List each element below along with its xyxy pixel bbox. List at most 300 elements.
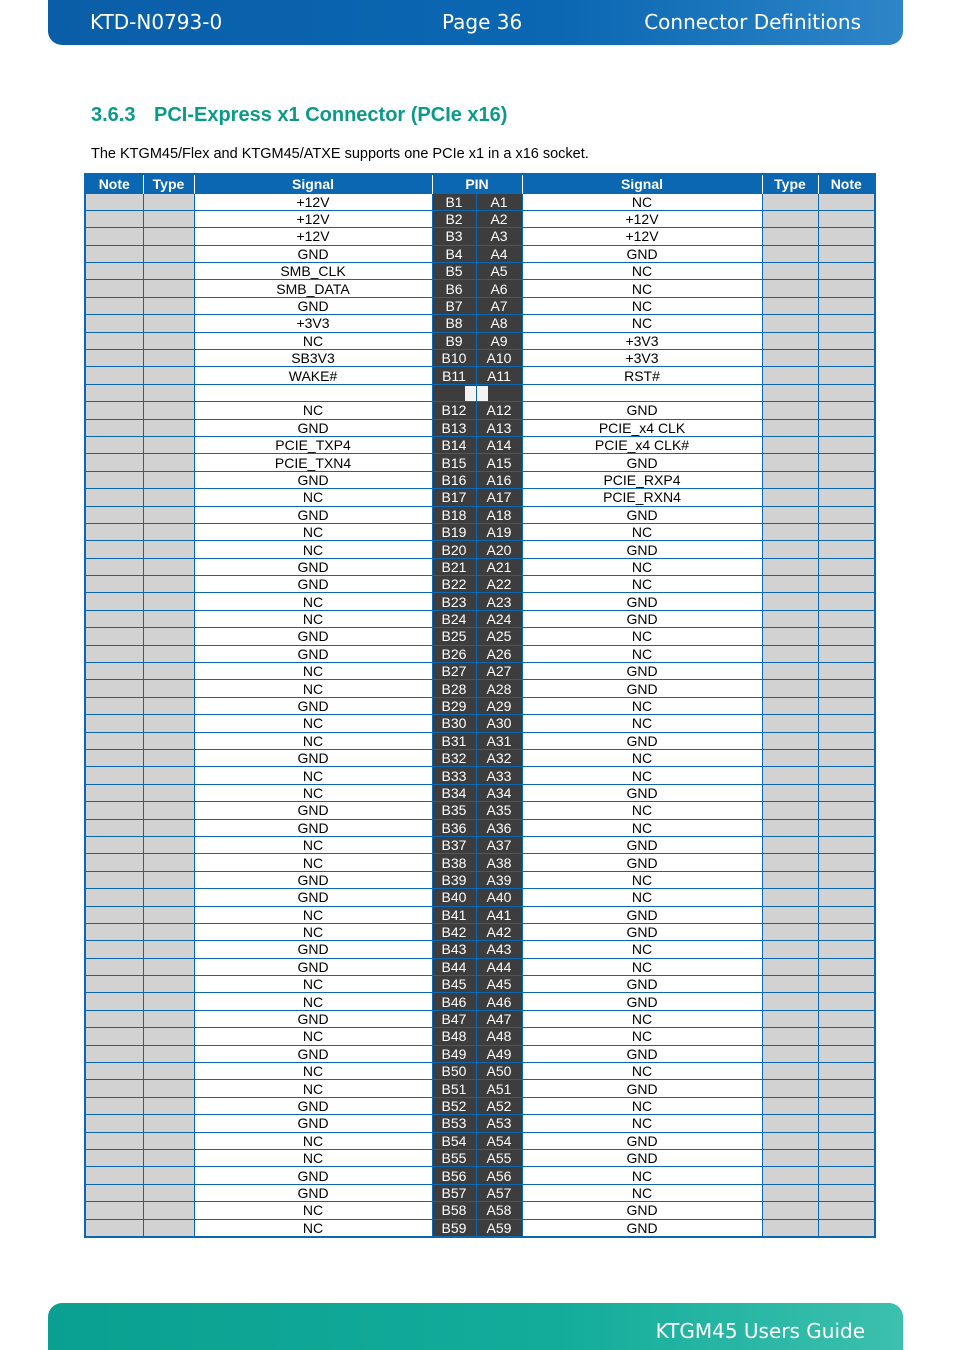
note-right-cell [818, 610, 875, 627]
signal-left-cell: GND [194, 1184, 432, 1201]
pin-b-cell: B10 [432, 350, 476, 367]
type-left-cell [143, 958, 194, 975]
signal-right-cell: NC [522, 558, 762, 575]
type-right-cell [762, 1202, 818, 1219]
pin-a-cell: A54 [476, 1132, 522, 1149]
table-row [85, 593, 875, 610]
note-left-cell [85, 767, 143, 784]
signal-left-cell: GND [194, 628, 432, 645]
pin-a-cell: A32 [476, 750, 522, 767]
type-left-cell [143, 680, 194, 697]
signal-right-cell: NC [522, 1184, 762, 1201]
pin-b-cell: B25 [432, 628, 476, 645]
signal-right-cell: NC [522, 697, 762, 714]
signal-left-cell: SB3V3 [194, 350, 432, 367]
type-right-cell [762, 854, 818, 871]
signal-right-cell: GND [522, 402, 762, 419]
pin-a-cell: A12 [476, 402, 522, 419]
pin-b-cell: B28 [432, 680, 476, 697]
note-right-cell [818, 750, 875, 767]
table-row [85, 489, 875, 506]
note-left-cell [85, 941, 143, 958]
note-left-cell [85, 802, 143, 819]
note-left-cell [85, 506, 143, 523]
type-left-cell [143, 993, 194, 1010]
signal-right-cell: GND [522, 784, 762, 801]
pin-a-cell: A21 [476, 558, 522, 575]
note-left-cell [85, 1184, 143, 1201]
signal-left-cell: +3V3 [194, 315, 432, 332]
pin-table-body [85, 193, 875, 1237]
signal-right-cell: NC [522, 263, 762, 280]
table-row [85, 1132, 875, 1149]
table-row [85, 836, 875, 853]
pin-b-cell: B37 [432, 836, 476, 853]
type-right-cell [762, 1010, 818, 1027]
note-left-cell [85, 263, 143, 280]
note-left-cell [85, 1115, 143, 1132]
note-left-cell [85, 332, 143, 349]
note-left-cell [85, 1063, 143, 1080]
signal-left-cell: GND [194, 471, 432, 488]
pin-a-cell: A59 [476, 1219, 522, 1237]
note-left-cell [85, 436, 143, 453]
pin-b-cell: B12 [432, 402, 476, 419]
signal-right-cell: GND [522, 680, 762, 697]
signal-left-cell: NC [194, 402, 432, 419]
type-left-cell [143, 436, 194, 453]
pin-a-cell: A7 [476, 297, 522, 314]
type-right-cell [762, 732, 818, 749]
pin-b-cell: B14 [432, 436, 476, 453]
signal-left-cell: GND [194, 297, 432, 314]
note-right-cell [818, 350, 875, 367]
note-right-cell [818, 889, 875, 906]
pin-b-cell: B47 [432, 1010, 476, 1027]
type-right-cell [762, 193, 818, 210]
signal-left-cell: PCIE_TXP4 [194, 436, 432, 453]
signal-right-cell: PCIE_x4 CLK [522, 419, 762, 436]
type-right-cell [762, 1167, 818, 1184]
header-note-right: Note [818, 174, 875, 193]
pin-b-cell: B22 [432, 576, 476, 593]
note-right-cell [818, 419, 875, 436]
type-left-cell [143, 541, 194, 558]
type-right-cell [762, 750, 818, 767]
pin-a-cell: A43 [476, 941, 522, 958]
signal-right-cell: GND [522, 1202, 762, 1219]
signal-left-cell: +12V [194, 210, 432, 227]
signal-left-cell: NC [194, 1132, 432, 1149]
note-left-cell [85, 228, 143, 245]
pin-a-cell: A28 [476, 680, 522, 697]
table-row [85, 906, 875, 923]
table-row [85, 436, 875, 453]
signal-right-cell: NC [522, 1097, 762, 1114]
note-left-cell [85, 750, 143, 767]
type-right-cell [762, 645, 818, 662]
signal-right-cell: NC [522, 1167, 762, 1184]
intro-paragraph: The KTGM45/Flex and KTGM45/ATXE supports one PCIe x1 in a x16 socket. [91, 146, 589, 162]
type-right-cell [762, 210, 818, 227]
pin-b-cell: B49 [432, 1045, 476, 1062]
table-row [85, 628, 875, 645]
note-right-cell [818, 1184, 875, 1201]
note-right-cell [818, 1045, 875, 1062]
type-left-cell [143, 923, 194, 940]
pin-b-cell: B15 [432, 454, 476, 471]
signal-right-cell: PCIE_x4 CLK# [522, 436, 762, 453]
table-row [85, 645, 875, 662]
pin-b-cell: B3 [432, 228, 476, 245]
signal-left-cell: GND [194, 558, 432, 575]
note-left-cell [85, 819, 143, 836]
pin-a-cell: A26 [476, 645, 522, 662]
type-right-cell [762, 1115, 818, 1132]
note-right-cell [818, 923, 875, 940]
type-right-cell [762, 1080, 818, 1097]
table-row [85, 193, 875, 210]
pin-a-cell: A37 [476, 836, 522, 853]
note-left-cell [85, 715, 143, 732]
pin-a-cell: A33 [476, 767, 522, 784]
type-right-cell [762, 993, 818, 1010]
pin-a-cell: A29 [476, 697, 522, 714]
type-left-cell [143, 750, 194, 767]
note-left-cell [85, 732, 143, 749]
note-right-cell [818, 1010, 875, 1027]
type-right-cell [762, 506, 818, 523]
type-right-cell [762, 819, 818, 836]
type-left-cell [143, 506, 194, 523]
table-row [85, 332, 875, 349]
note-right-cell [818, 210, 875, 227]
type-left-cell [143, 1202, 194, 1219]
table-row [85, 958, 875, 975]
pin-b-cell: B50 [432, 1063, 476, 1080]
pin-b-cell: B34 [432, 784, 476, 801]
signal-left-cell: SMB_CLK [194, 263, 432, 280]
signal-right-cell: NC [522, 715, 762, 732]
pin-a-cell: A11 [476, 367, 522, 384]
table-row [85, 419, 875, 436]
table-row [85, 1167, 875, 1184]
note-left-cell [85, 663, 143, 680]
note-right-cell [818, 784, 875, 801]
signal-left-cell: NC [194, 784, 432, 801]
table-row [85, 767, 875, 784]
table-row [85, 350, 875, 367]
pin-a-cell: A6 [476, 280, 522, 297]
note-right-cell [818, 645, 875, 662]
type-left-cell [143, 1063, 194, 1080]
note-left-cell [85, 350, 143, 367]
type-right-cell [762, 1149, 818, 1166]
signal-right-cell: NC [522, 645, 762, 662]
pin-b-cell: B18 [432, 506, 476, 523]
type-left-cell [143, 1167, 194, 1184]
signal-right-cell: GND [522, 1045, 762, 1062]
table-row [85, 1010, 875, 1027]
table-row [85, 402, 875, 419]
type-right-cell [762, 1219, 818, 1237]
pin-b-cell: B19 [432, 523, 476, 540]
type-left-cell [143, 280, 194, 297]
type-right-cell [762, 367, 818, 384]
note-left-cell [85, 297, 143, 314]
note-right-cell [818, 1132, 875, 1149]
signal-right-cell: GND [522, 454, 762, 471]
type-left-cell [143, 576, 194, 593]
type-right-cell [762, 228, 818, 245]
note-left-cell [85, 889, 143, 906]
table-row [85, 297, 875, 314]
type-left-cell [143, 1184, 194, 1201]
pin-b-cell: B20 [432, 541, 476, 558]
note-left-cell [85, 1132, 143, 1149]
header-note-left: Note [85, 174, 143, 193]
note-left-cell [85, 628, 143, 645]
signal-right-cell: NC [522, 280, 762, 297]
note-left-cell [85, 245, 143, 262]
type-right-cell [762, 1097, 818, 1114]
note-right-cell [818, 297, 875, 314]
pin-b-cell: B24 [432, 610, 476, 627]
note-right-cell [818, 1097, 875, 1114]
signal-right-cell: NC [522, 1028, 762, 1045]
note-right-cell [818, 1219, 875, 1237]
signal-left-cell: NC [194, 332, 432, 349]
pin-a-cell: A9 [476, 332, 522, 349]
note-left-cell [85, 1219, 143, 1237]
type-right-cell [762, 923, 818, 940]
table-row [85, 228, 875, 245]
type-right-cell [762, 767, 818, 784]
signal-right-cell: NC [522, 958, 762, 975]
signal-right-cell: GND [522, 906, 762, 923]
table-row [85, 1097, 875, 1114]
pin-b-cell: B1 [432, 193, 476, 210]
note-right-cell [818, 1149, 875, 1166]
signal-right-cell: GND [522, 1132, 762, 1149]
note-left-cell [85, 1149, 143, 1166]
pin-a-cell: A56 [476, 1167, 522, 1184]
pin-a-cell: A19 [476, 523, 522, 540]
note-right-cell [818, 523, 875, 540]
table-row [85, 471, 875, 488]
page-number: Page 36 [442, 10, 523, 34]
table-row [85, 941, 875, 958]
type-left-cell [143, 854, 194, 871]
signal-right-cell: GND [522, 1080, 762, 1097]
note-right-cell [818, 471, 875, 488]
note-right-cell [818, 854, 875, 871]
note-left-cell [85, 1097, 143, 1114]
signal-left-cell: PCIE_TXN4 [194, 454, 432, 471]
note-left-cell [85, 680, 143, 697]
pin-b-cell: B57 [432, 1184, 476, 1201]
type-right-cell [762, 941, 818, 958]
pin-b-cell [432, 384, 476, 401]
note-left-cell [85, 315, 143, 332]
type-right-cell [762, 402, 818, 419]
type-left-cell [143, 1132, 194, 1149]
table-row [85, 1202, 875, 1219]
table-row [85, 976, 875, 993]
type-left-cell [143, 941, 194, 958]
note-right-cell [818, 906, 875, 923]
table-row [85, 871, 875, 888]
table-row [85, 1080, 875, 1097]
note-right-cell [818, 402, 875, 419]
type-left-cell [143, 1115, 194, 1132]
section-number: 3.6.3 [91, 104, 136, 126]
pin-a-cell: A30 [476, 715, 522, 732]
type-right-cell [762, 245, 818, 262]
table-row [85, 680, 875, 697]
signal-left-cell: NC [194, 1219, 432, 1237]
footer-title: KTGM45 Users Guide [655, 1319, 865, 1343]
note-right-cell [818, 436, 875, 453]
signal-right-cell: GND [522, 732, 762, 749]
note-right-cell [818, 541, 875, 558]
header-signal-right: Signal [522, 174, 762, 193]
signal-left-cell: NC [194, 715, 432, 732]
signal-right-cell: GND [522, 541, 762, 558]
pin-b-cell: B17 [432, 489, 476, 506]
type-left-cell [143, 906, 194, 923]
signal-left-cell: GND [194, 697, 432, 714]
type-right-cell [762, 558, 818, 575]
table-row [85, 280, 875, 297]
pin-b-cell: B16 [432, 471, 476, 488]
pin-a-cell: A4 [476, 245, 522, 262]
table-row [85, 523, 875, 540]
table-row [85, 1028, 875, 1045]
table-header-row [85, 174, 875, 193]
type-left-cell [143, 263, 194, 280]
signal-right-cell: +12V [522, 228, 762, 245]
note-left-cell [85, 280, 143, 297]
type-right-cell [762, 1063, 818, 1080]
signal-left-cell: GND [194, 802, 432, 819]
signal-right-cell: NC [522, 193, 762, 210]
pin-b-cell: B52 [432, 1097, 476, 1114]
pin-a-cell [476, 384, 522, 401]
pin-a-cell: A38 [476, 854, 522, 871]
signal-left-cell: NC [194, 489, 432, 506]
type-left-cell [143, 384, 194, 401]
type-right-cell [762, 663, 818, 680]
type-left-cell [143, 471, 194, 488]
type-right-cell [762, 610, 818, 627]
signal-left-cell: NC [194, 836, 432, 853]
signal-right-cell: NC [522, 1010, 762, 1027]
signal-right-cell: GND [522, 593, 762, 610]
note-right-cell [818, 263, 875, 280]
pin-a-cell: A1 [476, 193, 522, 210]
signal-left-cell: GND [194, 419, 432, 436]
signal-left-cell: NC [194, 906, 432, 923]
signal-right-cell [522, 384, 762, 401]
signal-left-cell: NC [194, 732, 432, 749]
note-left-cell [85, 1028, 143, 1045]
note-left-cell [85, 402, 143, 419]
pin-a-cell: A36 [476, 819, 522, 836]
signal-left-cell: NC [194, 541, 432, 558]
note-left-cell [85, 384, 143, 401]
note-right-cell [818, 836, 875, 853]
signal-right-cell: NC [522, 941, 762, 958]
note-right-cell [818, 193, 875, 210]
pin-a-cell: A35 [476, 802, 522, 819]
note-left-cell [85, 697, 143, 714]
signal-left-cell: NC [194, 1202, 432, 1219]
signal-right-cell: GND [522, 663, 762, 680]
note-left-cell [85, 923, 143, 940]
type-right-cell [762, 697, 818, 714]
table-row [85, 210, 875, 227]
table-row [85, 245, 875, 262]
type-right-cell [762, 1132, 818, 1149]
pin-a-cell: A46 [476, 993, 522, 1010]
table-row [85, 750, 875, 767]
header-signal-left: Signal [194, 174, 432, 193]
signal-right-cell: GND [522, 506, 762, 523]
pin-a-cell: A58 [476, 1202, 522, 1219]
table-row [85, 558, 875, 575]
pin-a-cell: A27 [476, 663, 522, 680]
signal-left-cell: NC [194, 610, 432, 627]
signal-right-cell: NC [522, 628, 762, 645]
type-left-cell [143, 210, 194, 227]
note-right-cell [818, 732, 875, 749]
type-right-cell [762, 280, 818, 297]
pin-a-cell: A17 [476, 489, 522, 506]
type-left-cell [143, 1010, 194, 1027]
signal-right-cell: NC [522, 802, 762, 819]
signal-right-cell: RST# [522, 367, 762, 384]
pin-b-cell: B13 [432, 419, 476, 436]
pin-a-cell: A25 [476, 628, 522, 645]
pin-a-cell: A52 [476, 1097, 522, 1114]
type-right-cell [762, 263, 818, 280]
pin-b-cell: B7 [432, 297, 476, 314]
type-left-cell [143, 1219, 194, 1237]
table-row [85, 784, 875, 801]
pin-a-cell: A8 [476, 315, 522, 332]
type-left-cell [143, 715, 194, 732]
signal-left-cell: GND [194, 941, 432, 958]
pin-b-cell: B4 [432, 245, 476, 262]
note-left-cell [85, 419, 143, 436]
signal-right-cell: +12V [522, 210, 762, 227]
pin-b-cell: B31 [432, 732, 476, 749]
pin-a-cell: A5 [476, 263, 522, 280]
type-right-cell [762, 315, 818, 332]
type-left-cell [143, 1149, 194, 1166]
pin-b-cell: B40 [432, 889, 476, 906]
signal-left-cell: NC [194, 854, 432, 871]
note-left-cell [85, 645, 143, 662]
table-row [85, 715, 875, 732]
signal-right-cell: NC [522, 315, 762, 332]
signal-left-cell: NC [194, 663, 432, 680]
type-left-cell [143, 332, 194, 349]
pin-a-cell: A40 [476, 889, 522, 906]
note-right-cell [818, 576, 875, 593]
note-left-cell [85, 1080, 143, 1097]
